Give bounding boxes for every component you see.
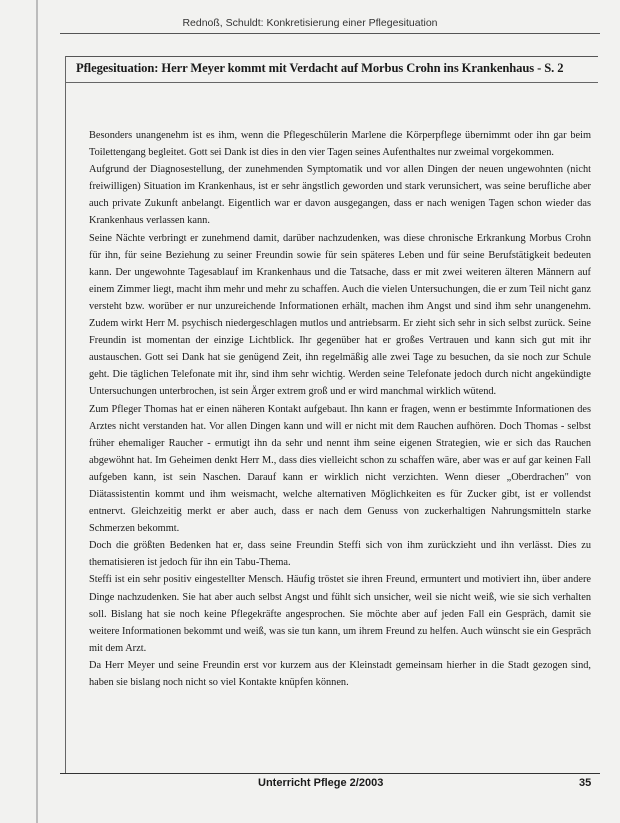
header-rule bbox=[60, 33, 600, 34]
footer-journal: Unterricht Pflege 2/2003 bbox=[258, 777, 384, 789]
page-title: Pflegesituation: Herr Meyer kommt mit Verdacht auf Morbus Crohn ins Krankenhaus - S. 2 bbox=[76, 61, 564, 75]
paragraph: Seine Nächte verbringt er zunehmend damit, darüber nachzudenken, was diese chronische Erkrankung Morbus Crohn für ihn, für seine Beziehung zu seiner Freundin sowie für sein späteres Leben und für seine Berufstätigkeit bedeuten kann. Der ungewohnte Tagesablauf im Krankenhaus und die Tatsache, dass er mit zwei weiteren älteren Männern auf einem Zimmer liegt, macht ihm mehr und mehr zu schaffen. Auch die vielen Untersuchungen, die er zum Teil nicht ganz versteht bzw. worüber er nur unzureichende Informationen erhält, machen ihm Angst und sind ihm sehr unangenehm. Zudem wirkt Herr M. psychisch niedergeschlagen mutlos und antriebsarm. Er zieht sich sehr in sich selbst zurück. Seine Freundin ist momentan der einzige Lichtblick. Ihr gegenüber hat er großes Vertrauen und kann sich gut mit ihr austauschen. Gott sei Dank hat sie genügend Zeit, ihn regelmäßig alle zwei Tage zu besuchen, da sie noch zur Schule geht. Die täglichen Telefonate mit ihr, sind ihm sehr wichtig. Werden seine Telefonate jedoch durch nicht angekündigte Untersuchungen unterbrochen, ist sein Ärger extrem groß und er wird manchmal wirklich wütend. bbox=[89, 232, 591, 398]
running-header: Rednoß, Schuldt: Konkretisierung einer Pflegesituation bbox=[182, 17, 438, 29]
body-text bbox=[89, 127, 591, 691]
page-number: 35 bbox=[579, 777, 592, 789]
paragraph: Da Herr Meyer und seine Freundin erst vor kurzem aus der Kleinstadt gemeinsam hierher in die Stadt gezogen sind, haben sie bislang noch nicht so viel Kontakte knüpfen können. bbox=[89, 659, 591, 688]
paragraph: Steffi ist ein sehr positiv eingestellter Mensch. Häufig tröstet sie ihren Freund, ermuntert und motiviert ihn, über andere Dinge nachzudenken. Sie hat aber auch selbst Angst und fühlt sich unsicher, weil sie nicht weiß, wie sie sich verhalten soll. Bislang hat sie noch keine Pflegekräfte angesprochen. Sie möchte aber auf jeden Fall ein Gespräch, damit sie weitere Informationen bekommt und weiß, was sie tun kann, um ihrem Freund zu helfen. Auch wünscht sie ein Gespräch mit dem Arzt. bbox=[89, 574, 591, 654]
footer-rule bbox=[60, 773, 600, 774]
paragraph: Aufgrund der Diagnosestellung, der zunehmenden Symptomatik und vor allen Dingen der neuen ungewohnten (nicht freiwilligen) Situation im Krankenhaus, ist er sehr ängstlich geworden und stark verunsichert, was seine berufliche aber auch private Zukunft anbelangt. Eigentlich war er davon ausgegangen, dass er nach wenigen Tagen schon wieder das Krankenhaus verlassen kann. bbox=[89, 164, 591, 227]
paragraph: Besonders unangenehm ist es ihm, wenn die Pflegeschülerin Marlene die Körperpflege übernimmt oder ihn gar beim Toilettengang begleitet. Gott sei Dank ist dies in den vier Tagen seines Aufenthaltes nur zweimal vorgekommen. bbox=[89, 130, 591, 159]
content-frame bbox=[65, 56, 598, 773]
paragraph: Zum Pfleger Thomas hat er einen näheren Kontakt aufgebaut. Ihn kann er fragen, wenn er bestimmte Informationen des Arztes nicht verstanden hat. Vor allen Dingen kann und will er nicht mit dem Rauchen aufhören. Doch Thomas - selbst früher ehemaliger Raucher - ermutigt ihn da sehr und nennt ihm seine eigenen Strategien, wie er sich das Rauchen abgewöhnt hat. Im Geheimen denkt Herr M., dass dies vielleicht schon zu schaffen wäre, aber was er auf gar keinen Fall aufgeben kann, ist sein Naschen. Darauf kann er wirklich nicht verzichten. Wenn dieser „Oberdrachen" von Diätassistentin kommt und ihm weismacht, welche alternativen Möglichkeiten es für Zucker gibt, ist er vollendst entnervt. Gleichzeitig merkt er aber auch, dass er nach dem Genuss von zuckerhaltigen Nahrungsmitteln starke Schmerzen bekommt. bbox=[89, 403, 591, 535]
frame-top-rule bbox=[66, 56, 598, 57]
title-rule bbox=[66, 82, 598, 83]
paragraph: Doch die größten Bedenken hat er, dass seine Freundin Steffi sich von ihm zurückzieht und ihn verlässt. Dies zu thematisieren ist jedoch für ihn ein Tabu-Thema. bbox=[89, 540, 591, 569]
